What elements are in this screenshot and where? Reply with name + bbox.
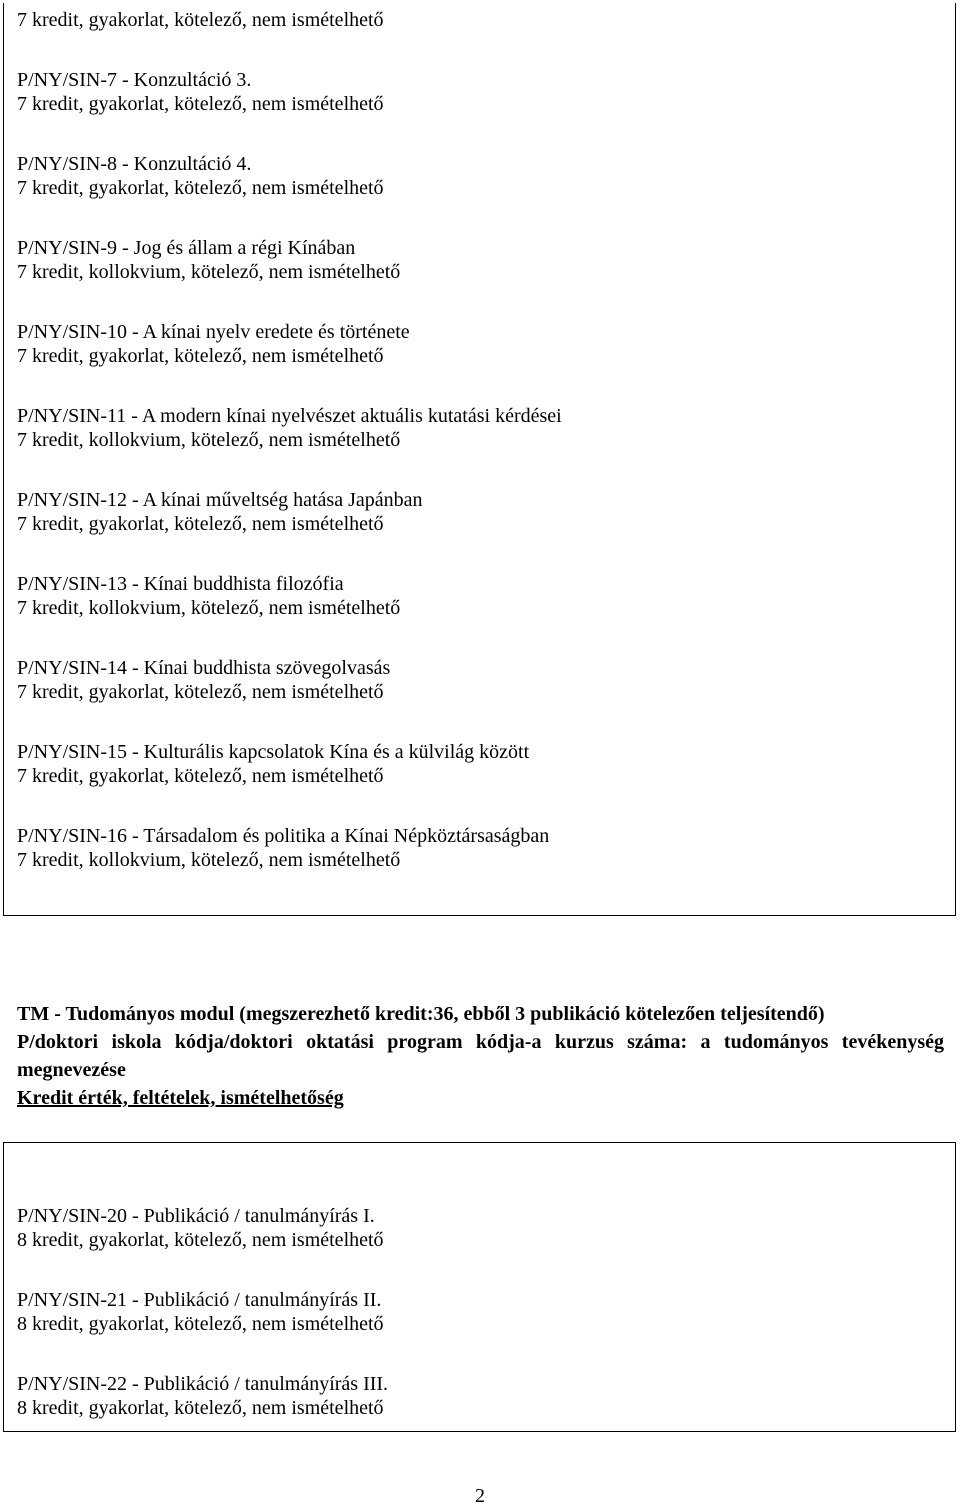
course-title: P/NY/SIN-15 - Kulturális kapcsolatok Kína és a külvilág között bbox=[17, 741, 530, 763]
module-format-line: P/doktori iskola kódja/doktori oktatási program kódja-a kurzus száma: a tudományos tevékenység megnevezése bbox=[17, 1031, 944, 1081]
course-details: 7 kredit, gyakorlat, kötelező, nem ismételhető bbox=[17, 681, 384, 703]
course-title: P/NY/SIN-9 - Jog és állam a régi Kínában bbox=[17, 237, 356, 259]
course-title: P/NY/SIN-20 - Publikáció / tanulmányírás I. bbox=[17, 1205, 375, 1227]
course-title: P/NY/SIN-7 - Konzultáció 3. bbox=[17, 69, 252, 91]
course-details: 7 kredit, kollokvium, kötelező, nem ismételhető bbox=[17, 261, 401, 283]
course-details: 8 kredit, gyakorlat, kötelező, nem ismételhető bbox=[17, 1397, 384, 1419]
course-title: P/NY/SIN-13 - Kínai buddhista filozófia bbox=[17, 573, 344, 595]
course-title: P/NY/SIN-16 - Társadalom és politika a Kínai Népköztársaságban bbox=[17, 825, 550, 847]
course-details: 7 kredit, gyakorlat, kötelező, nem ismételhető bbox=[17, 765, 384, 787]
course-details: 7 kredit, gyakorlat, kötelező, nem ismételhető bbox=[17, 177, 384, 199]
module-description bbox=[17, 1000, 944, 1112]
course-details: 8 kredit, gyakorlat, kötelező, nem ismételhető bbox=[17, 1313, 384, 1335]
course-details: 7 kredit, gyakorlat, kötelező, nem ismételhető bbox=[17, 513, 384, 535]
course-details: 7 kredit, gyakorlat, kötelező, nem ismételhető bbox=[17, 93, 384, 115]
course-title: P/NY/SIN-8 - Konzultáció 4. bbox=[17, 153, 252, 175]
course-details: 8 kredit, gyakorlat, kötelező, nem ismételhető bbox=[17, 1229, 384, 1251]
module-heading: TM - Tudományos modul (megszerezhető kredit:36, ebből 3 publikáció kötelezően teljesítendő) bbox=[17, 1003, 825, 1025]
course-details: 7 kredit, kollokvium, kötelező, nem ismételhető bbox=[17, 429, 401, 451]
page-number: 2 bbox=[475, 1485, 485, 1507]
course-title: P/NY/SIN-14 - Kínai buddhista szövegolvasás bbox=[17, 657, 391, 679]
course-title: P/NY/SIN-11 - A modern kínai nyelvészet aktuális kutatási kérdései bbox=[17, 405, 562, 427]
course-details: 7 kredit, gyakorlat, kötelező, nem ismételhető bbox=[17, 9, 384, 31]
course-title: P/NY/SIN-12 - A kínai műveltség hatása Japánban bbox=[17, 489, 423, 511]
course-title: P/NY/SIN-10 - A kínai nyelv eredete és története bbox=[17, 321, 410, 343]
course-title: P/NY/SIN-22 - Publikáció / tanulmányírás III. bbox=[17, 1373, 389, 1395]
course-title: P/NY/SIN-21 - Publikáció / tanulmányírás II. bbox=[17, 1289, 382, 1311]
module-credit-line: Kredit érték, feltételek, ismételhetőség bbox=[17, 1087, 344, 1109]
course-details: 7 kredit, kollokvium, kötelező, nem ismételhető bbox=[17, 597, 401, 619]
course-details: 7 kredit, gyakorlat, kötelező, nem ismételhető bbox=[17, 345, 384, 367]
course-details: 7 kredit, kollokvium, kötelező, nem ismételhető bbox=[17, 849, 401, 871]
